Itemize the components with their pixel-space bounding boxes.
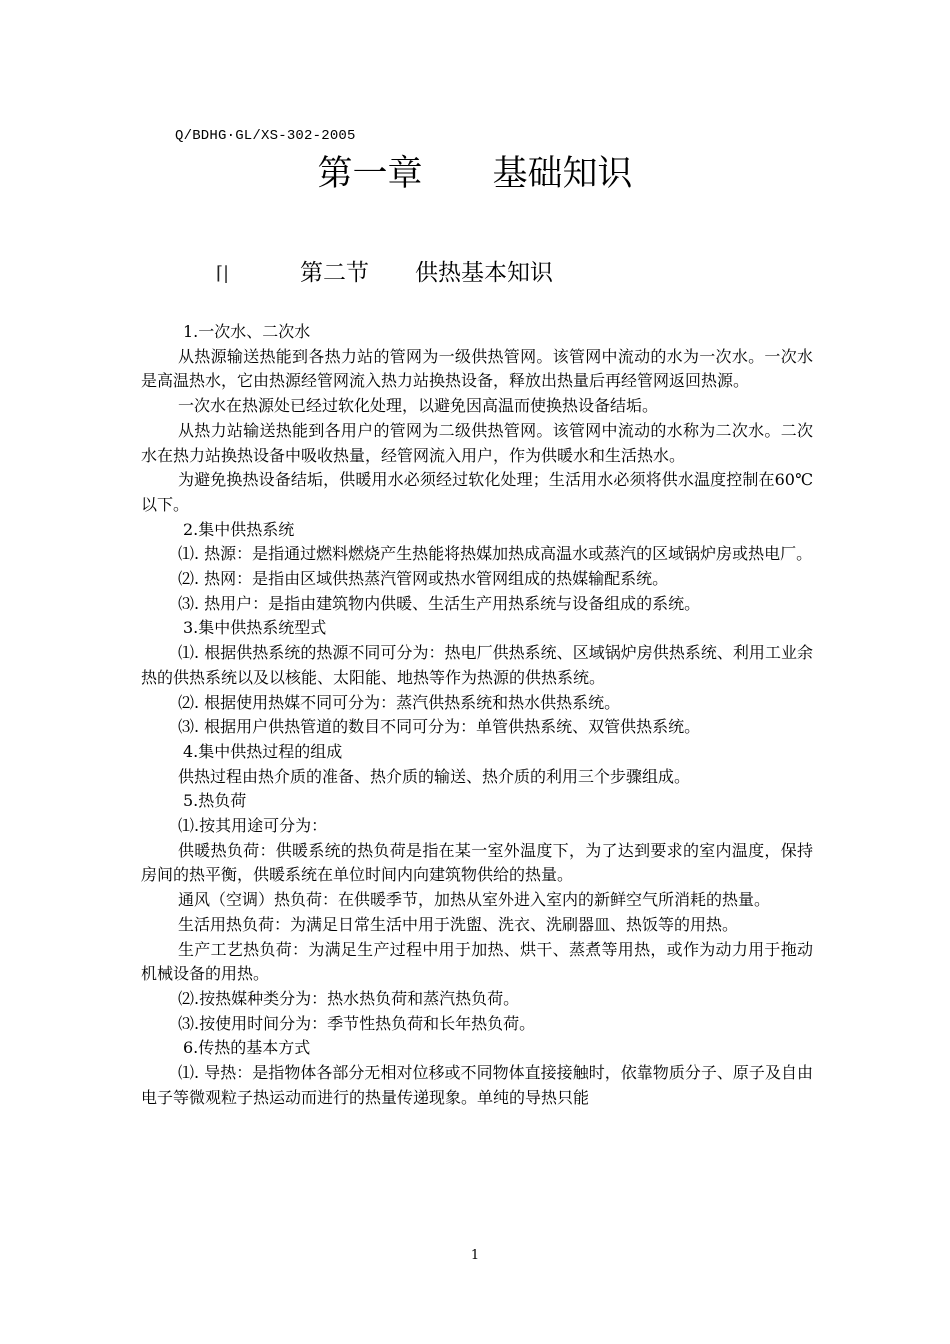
paragraph: 从热源输送热能到各热力站的管网为一级供热管网。该管网中流动的水为一次水。一次水是高温热水，它由热源经管网流入热力站换热设备，释放出热量后再经管网返回热源。 — [141, 346, 813, 391]
paragraph: ⑴. 导热：是指物体各部分无相对位移或不同物体直接接触时，依靠物质分子、原子及自由电子等微观粒子热运动而进行的热量传递现象。单纯的导热只能 — [141, 1063, 813, 1107]
paragraph: ⑵. 根据使用热媒不同可分为：蒸汽供热系统和热水供热系统。 — [178, 692, 621, 712]
page-number: 1 — [470, 1248, 480, 1263]
paragraph: 通风（空调）热负荷：在供暖季节，加热从室外进入室内的新鲜空气所消耗的热量。 — [178, 890, 771, 910]
paragraph: ⑵.按热媒种类分为：热水热负荷和蒸汽热负荷。 — [178, 988, 520, 1008]
paragraph: ⑶.按使用时间分为：季节性热负荷和长年热负荷。 — [178, 1013, 536, 1033]
paragraph-heading: 5.热负荷 — [183, 791, 247, 811]
paragraph: ⑴. 热源：是指通过燃料燃烧产生热能将热媒加热成高温水或蒸汽的区域锅炉房或热电厂。 — [178, 544, 813, 564]
document-body — [141, 320, 813, 1111]
chapter-title: 第一章 基础知识 — [317, 154, 633, 194]
paragraph: ⑶. 根据用户供热管道的数目不同可分为：单管供热系统、双管供热系统。 — [178, 717, 701, 737]
paragraph-heading: 3.集中供热系统型式 — [183, 618, 327, 638]
paragraph: 为避免换热设备结垢，供暖用水必须经过软化处理；生活用水必须将供水温度控制在60℃以下。 — [141, 470, 813, 514]
paragraph: 生产工艺热负荷：为满足生产过程中用于加热、烘干、蒸煮等用热，或作为动力用于拖动机械设备的用热。 — [141, 939, 813, 984]
paragraph: ⑴. 根据供热系统的热源不同可分为：热电厂供热系统、区域锅炉房供热系统、利用工业余热的供热系统以及以核能、太阳能、地热等作为热源的供热系统。 — [141, 643, 813, 687]
paragraph: 从热力站输送热能到各用户的管网为二级供热管网。该管网中流动的水称为二次水。二次水在热力站换热设备中吸收热量，经管网流入用户，作为供暖水和生活热水。 — [141, 420, 813, 465]
paragraph: ⑵. 热网：是指由区域供热蒸汽管网或热水管网组成的热媒输配系统。 — [178, 569, 669, 589]
paragraph: ⑶. 热用户：是指由建筑物内供暖、生活生产用热系统与设备组成的系统。 — [178, 593, 701, 613]
paragraph-heading: 2.集中供热系统 — [183, 519, 295, 539]
section-title: 第二节 供热基本知识 — [300, 260, 553, 286]
paragraph: 供热过程由热介质的准备、热介质的输送、热介质的利用三个步骤组成。 — [178, 766, 691, 786]
paragraph: 生活用热负荷：为满足日常生活中用于洗盥、洗衣、洗刷器皿、热饭等的用热。 — [178, 914, 739, 934]
paragraph-heading: 1.一次水、二次水 — [183, 322, 311, 341]
paragraph: 一次水在热源处已经过软化处理，以避免因高温而使换热设备结垢。 — [178, 396, 659, 416]
section-mark: ⌈| — [216, 263, 230, 284]
paragraph: ⑴.按其用途可分为： — [178, 816, 328, 836]
paragraph: 供暖热负荷：供暖系统的热负荷是指在某一室外温度下，为了达到要求的室内温度，保持房间的热平衡，供暖系统在单位时间内向建筑物供给的热量。 — [141, 840, 813, 885]
paragraph-heading: 4.集中供热过程的组成 — [183, 741, 343, 761]
paragraph-heading: 6.传热的基本方式 — [183, 1038, 311, 1058]
document-code: Q/BDHG·GL/XS-302-2005 — [175, 128, 356, 144]
